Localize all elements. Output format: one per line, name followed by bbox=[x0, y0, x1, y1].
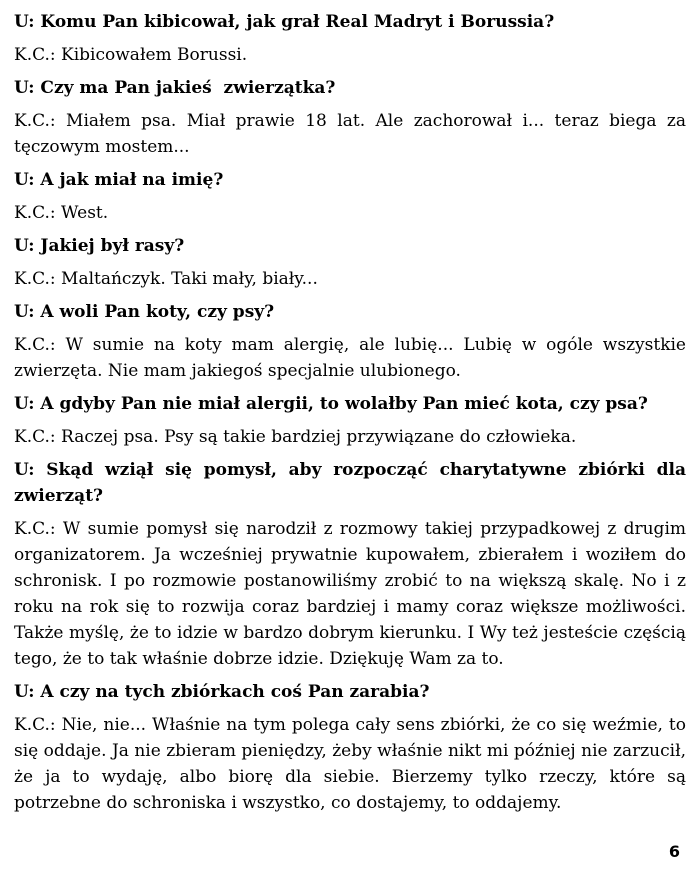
question-paragraph: U: A czy na tych zbiórkach coś Pan zarabia? bbox=[14, 682, 430, 702]
question-paragraph: U: Czy ma Pan jakieś zwierzątka? bbox=[14, 78, 336, 98]
question-paragraph: U: Skąd wziął się pomysł, aby rozpocząć charytatywne zbiórki dla zwierząt? bbox=[14, 460, 692, 506]
question-paragraph: U: A woli Pan koty, czy psy? bbox=[14, 302, 275, 322]
answer-paragraph: K.C.: Kibicowałem Borussi. bbox=[14, 45, 248, 65]
answer-paragraph: K.C.: Maltańczyk. Taki mały, biały... bbox=[14, 269, 318, 289]
question-paragraph: U: Jakiej był rasy? bbox=[14, 236, 185, 256]
question-paragraph: U: A gdyby Pan nie miał alergii, to wolałby Pan mieć kota, czy psa? bbox=[14, 394, 648, 414]
answer-paragraph: K.C.: Miałem psa. Miał prawie 18 lat. Ale zachorował i... teraz biega za tęczowym mostem... bbox=[14, 111, 692, 157]
answer-paragraph: K.C.: W sumie na koty mam alergię, ale lubię... Lubię w ogóle wszystkie zwierzęta. Nie mam jakiegoś specjalnie ulubionego. bbox=[14, 335, 692, 381]
answer-paragraph: K.C.: W sumie pomysł się narodził z rozmowy takiej przypadkowej z drugim organizatorem. Ja wcześniej prywatnie kupowałem, zbierałem i woziłem do schronisk. I po rozmowie postanowiliśmy zrobić to na większą skalę. No i z roku na rok się to rozwija coraz bardziej i mamy coraz większe możliwości. Także myślę, że to idzie w bardzo dobrym kierunku. I Wy też jesteście częścią tego, że to tak właśnie dobrze idzie. Dziękuję Wam za to. bbox=[14, 519, 692, 669]
question-paragraph: U: A jak miał na imię? bbox=[14, 170, 224, 190]
page-number: 6 bbox=[663, 842, 680, 861]
answer-paragraph: K.C.: West. bbox=[14, 203, 109, 223]
question-paragraph: U: Komu Pan kibicował, jak grał Real Madryt i Borussia? bbox=[14, 12, 555, 32]
answer-paragraph: K.C.: Nie, nie... Właśnie na tym polega cały sens zbiórki, że co się weźmie, to się oddaje. Ja nie zbieram pieniędzy, żeby właśnie nikt mi później nie zarzucił, że ja to wydaję, albo biorę dla siebie. Bierzemy tylko rzeczy, które są potrzebne do schroniska i wszystko, co dostajemy, to oddajemy. bbox=[14, 715, 692, 813]
answer-paragraph: K.C.: Raczej psa. Psy są takie bardziej przywiązane do człowieka. bbox=[14, 427, 577, 447]
